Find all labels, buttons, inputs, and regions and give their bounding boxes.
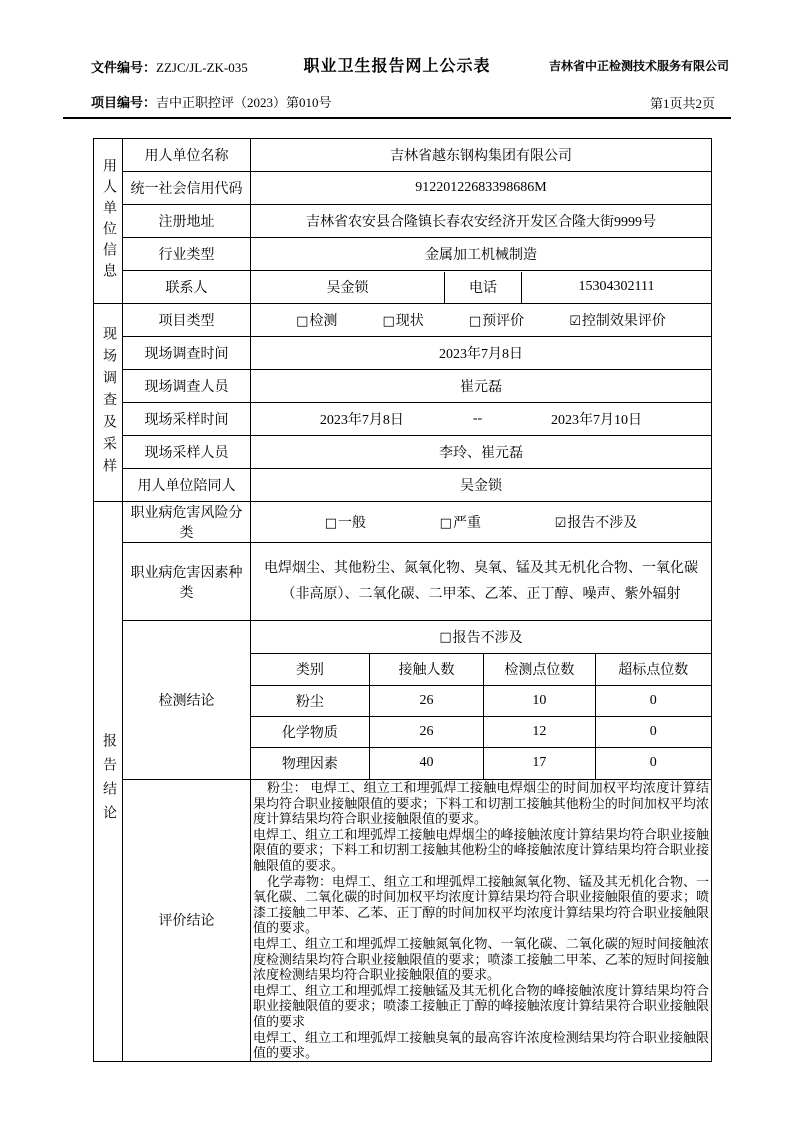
field-label-risk-class: 职业病危害风险分类: [123, 502, 251, 543]
field-label-escort: 用人单位陪同人: [123, 469, 251, 502]
value-survey-staff: 崔元磊: [251, 370, 712, 403]
doc-number-value: ZZJC/JL-ZK-035: [156, 60, 248, 75]
section-survey: [94, 304, 123, 502]
checkbox-label: 现状: [395, 314, 424, 329]
value-contact-name: 吴金锁: [251, 272, 445, 303]
field-label-survey-staff: 现场调查人员: [123, 370, 251, 403]
checkbox-label: 严重: [452, 516, 481, 531]
project-number-label: 项目编号：: [91, 95, 157, 110]
checkbox-label: 报告不涉及: [567, 516, 638, 531]
contact-row: [251, 271, 712, 304]
checkbox-unchecked-icon: □: [324, 516, 337, 531]
detection-cell: 17: [484, 747, 595, 779]
detection-header-exposed: 接触人数: [369, 654, 484, 685]
section-conclusion: [94, 502, 123, 1062]
project-number: [91, 92, 332, 111]
evaluation-paragraph: 电焊工、组立工和埋弧焊工接触臭氧的最高容许浓度检测结果均符合职业接触限值的要求。: [253, 1029, 709, 1061]
detection-header-category: 类别: [251, 654, 369, 685]
detection-header-exceed: 超标点位数: [595, 654, 711, 685]
checkbox-label: 一般: [337, 516, 366, 531]
section-label-survey: 现场调查及采样: [101, 325, 116, 480]
value-survey-time: 2023年7月8日: [251, 337, 712, 370]
sampling-time-row: [251, 403, 712, 436]
checkbox-unchecked-icon: □: [468, 314, 482, 329]
detection-cell: 粉尘: [251, 685, 369, 716]
evaluation-paragraph: 电焊工、组立工和埋弧焊工接触电焊烟尘的峰接触浓度计算结果均符合职业接触限值的要求；下料工和切割工接触其他粉尘的峰接触浓度计算结果均符合职业接触限值的要求。: [253, 826, 709, 873]
checkbox-label: 预评价: [482, 314, 525, 329]
checkbox-label: 控制效果评价: [581, 314, 666, 329]
detection-table: [251, 654, 711, 779]
field-label-company-name: 用人单位名称: [123, 139, 251, 172]
field-label-address: 注册地址: [123, 205, 251, 238]
page-title: 职业卫生报告网上公示表: [303, 58, 491, 75]
sampling-date-separator: --: [472, 411, 483, 426]
detection-cell: 40: [369, 747, 484, 779]
detection-cell: 26: [369, 685, 484, 716]
field-label-credit-code: 统一社会信用代码: [123, 172, 251, 205]
checkbox-unchecked-icon: □: [439, 629, 452, 645]
detection-result-block: [251, 621, 712, 780]
section-employer-info: [94, 139, 123, 304]
checkbox-option-general: [325, 512, 366, 532]
doc-number: [91, 57, 248, 76]
field-label-survey-time: 现场调查时间: [123, 337, 251, 370]
field-label-contact: 联系人: [123, 271, 251, 304]
checkbox-label: 报告不涉及: [452, 631, 523, 646]
detection-cell: 12: [484, 716, 595, 747]
value-escort: 吴金锁: [251, 469, 712, 502]
field-label-evaluation: 评价结论: [123, 780, 251, 1062]
section-label-conclusion: 报告结论: [101, 733, 116, 830]
project-type-options: [251, 304, 712, 337]
checkbox-unchecked-icon: □: [439, 516, 452, 531]
checkbox-option-pre-evaluation: [469, 310, 524, 330]
detection-header-points: 检测点位数: [484, 654, 595, 685]
field-label-industry: 行业类型: [123, 238, 251, 271]
page-header: [63, 50, 731, 119]
form-table: [93, 138, 712, 1062]
project-number-value: 吉中正职控评（2023）第010号: [156, 95, 332, 110]
detection-not-involved: [251, 621, 711, 654]
value-phone: 15304302111: [578, 279, 655, 294]
evaluation-paragraph: 化学毒物：电焊工、组立工和埋弧焊工接触氮氧化物、锰及其无机化合物、一氧化碳、二氧化碳的时间加权平均浓度计算结果均符合职业接触限值的要求；喷漆工接触二甲苯、乙苯、正丁醇的时间加权平均浓度计算结果均符合职业接触限值的要求。: [253, 873, 710, 936]
risk-class-options: [251, 502, 712, 543]
checkbox-checked-icon: ☑: [554, 516, 567, 531]
detection-cell: 0: [595, 747, 711, 779]
doc-number-label: 文件编号：: [91, 60, 157, 75]
detection-cell: 化学物质: [251, 716, 369, 747]
detection-cell: 0: [595, 685, 711, 716]
field-label-sampling-time: 现场采样时间: [123, 403, 251, 436]
checkbox-label: 检测: [309, 314, 338, 329]
table-row: [251, 747, 711, 779]
field-label-phone: 电话: [445, 272, 522, 303]
value-company-name: 吉林省越东钢构集团有限公司: [251, 139, 712, 172]
value-sampling-start: 2023年7月8日: [319, 413, 404, 428]
value-address: 吉林省农安县合隆镇长春农安经济开发区合隆大街9999号: [251, 205, 712, 238]
checkbox-option-not-involved: [555, 512, 638, 532]
field-label-detection: 检测结论: [123, 621, 251, 780]
detection-cell: 物理因素: [251, 747, 369, 779]
checkbox-option-severe: [440, 512, 481, 532]
checkbox-option-control-effect: [569, 310, 666, 330]
evaluation-text-block: [251, 780, 712, 1062]
checkbox-unchecked-icon: □: [296, 314, 309, 329]
section-label-employer: 用人单位信息: [101, 158, 116, 284]
field-label-hazard-factors: 职业病危害因素种类: [123, 543, 251, 621]
evaluation-paragraph: 电焊工、组立工和埋弧焊工接触锰及其无机化合物的峰接触浓度计算结果均符合职业接触限值的要求；喷漆工接触正丁醇的峰接触浓度计算结果符合职业接触限值的要求: [253, 982, 709, 1029]
checkbox-checked-icon: ☑: [569, 314, 581, 329]
page-indicator: 第1页共2页: [649, 96, 715, 111]
detection-cell: 10: [484, 685, 595, 716]
value-industry: 金属加工机械制造: [251, 238, 712, 271]
detection-cell: 0: [595, 716, 711, 747]
checkbox-option-status: [382, 310, 423, 330]
value-hazard-factors: 电焊烟尘、其他粉尘、氮氧化物、臭氧、锰及其无机化合物、一氧化碳（非高原）、二氧化碳、二甲苯、乙苯、正丁醇、噪声、紫外辐射: [251, 543, 712, 621]
checkbox-unchecked-icon: □: [382, 314, 395, 329]
table-row: [251, 716, 711, 747]
checkbox-option-detection: [296, 310, 337, 330]
value-credit-code: 91220122683398686M: [251, 172, 712, 205]
evaluation-paragraph: 电焊工、组立工和埋弧焊工接触氮氧化物、一氧化碳、二氧化碳的短时间接触浓度检测结果均符合职业接触限值的要求；喷漆工接触二甲苯、乙苯的短时间接触浓度检测结果均符合职业接触限值的要求。: [253, 935, 709, 983]
table-row: [251, 685, 711, 716]
value-sampling-end: 2023年7月10日: [551, 413, 643, 428]
value-sampling-staff: 李玲、崔元磊: [251, 436, 712, 469]
detection-cell: 26: [369, 716, 484, 747]
organization-name: 吉林省中正检测技术服务有限公司: [548, 59, 729, 73]
field-label-sampling-staff: 现场采样人员: [123, 436, 251, 469]
evaluation-paragraph: 粉尘： 电焊工、组立工和埋弧焊工接触电焊烟尘的时间加权平均浓度计算结果均符合职业接触限值的要求；下料工和切割工接触其他粉尘的时间加权平均浓度计算结果均符合职业接触限值的要求。: [253, 780, 709, 827]
field-label-project-type: 项目类型: [123, 304, 251, 337]
